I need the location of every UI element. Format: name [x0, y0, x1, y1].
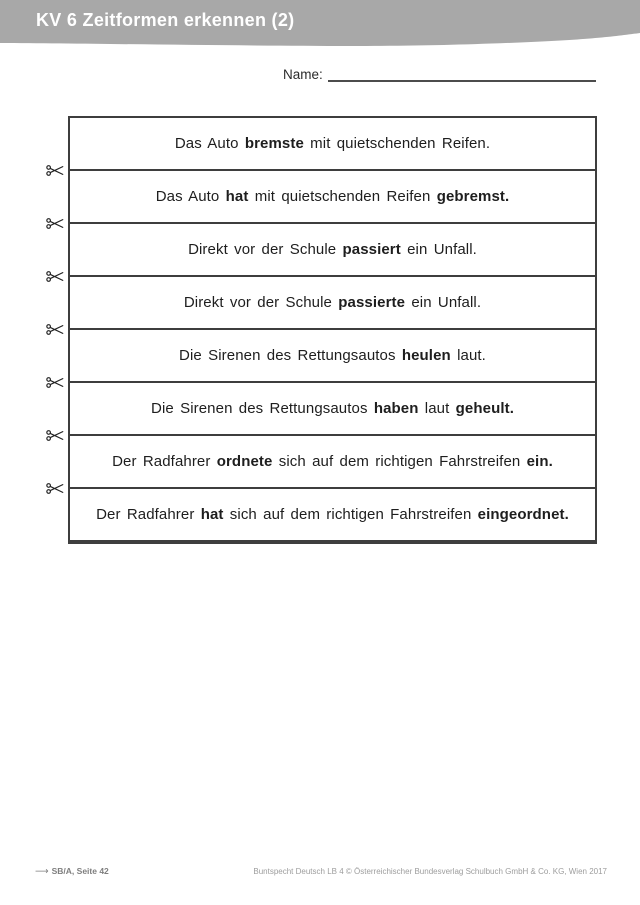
table-row — [70, 330, 595, 383]
sentence-text: Die Sirenen des Rettungsautos — [151, 400, 374, 417]
table-row — [70, 489, 595, 542]
sentence-text: sich auf dem richtigen Fahrstreifen — [272, 453, 527, 470]
scissors-icon — [46, 482, 64, 495]
sentence-text: mit quietschenden Reifen — [248, 188, 437, 205]
table-row — [70, 436, 595, 489]
name-label: Name: — [283, 67, 323, 82]
sentence-text: Der Radfahrer — [96, 506, 201, 523]
verb-highlight: ein. — [526, 453, 553, 470]
sentence-text: Das Auto — [174, 135, 245, 152]
table-row — [70, 277, 595, 330]
sentence-text: Der Radfahrer — [112, 453, 217, 470]
footer-copyright: Buntspecht Deutsch LB 4 © Österreichischer Bundesverlag Schulbuch GmbH & Co. KG, Wien 2017 — [253, 867, 607, 876]
page-title: KV 6 Zeitformen erkennen (2) — [36, 10, 295, 30]
verb-highlight: heulen — [401, 347, 451, 364]
sentence-text: Direkt vor der Schule — [188, 241, 343, 258]
verb-highlight: hat — [200, 506, 224, 523]
scissors-icon — [46, 429, 64, 442]
sentence-text: Direkt vor der Schule — [183, 294, 339, 311]
verb-highlight: bremste — [244, 135, 304, 152]
scissors-icon — [46, 323, 64, 336]
sentence-text: Das Auto — [155, 188, 226, 205]
footer — [35, 866, 607, 877]
sentence-text: Die Sirenen des Rettungsautos — [179, 347, 402, 364]
scissors-icon — [46, 270, 64, 283]
verb-highlight: geheult. — [455, 400, 514, 417]
verb-highlight: haben — [373, 400, 419, 417]
footer-source-text: SB/A, Seite 42 — [51, 866, 109, 876]
scissors-icon — [46, 164, 64, 177]
sentence-text: ein Unfall. — [405, 294, 482, 311]
sentence-text: ein Unfall. — [400, 241, 477, 258]
verb-highlight: eingeordnet. — [477, 506, 569, 523]
verb-highlight: hat — [225, 188, 249, 205]
table-row — [70, 171, 595, 224]
footer-source-ref — [35, 866, 109, 877]
sentence-text: laut — [418, 400, 456, 417]
arrow-right-icon: ⟶ — [35, 866, 49, 877]
sentence-table — [68, 116, 597, 544]
verb-highlight: ordnete — [216, 453, 273, 470]
name-field — [283, 65, 596, 82]
verb-highlight: passiert — [342, 241, 401, 258]
sentence-text: laut. — [450, 347, 486, 364]
sentence-text: sich auf dem richtigen Fahrstreifen — [223, 506, 478, 523]
table-row — [70, 118, 595, 171]
verb-highlight: gebremst. — [436, 188, 510, 205]
sentence-text: mit quietschenden Reifen. — [303, 135, 491, 152]
scissors-icon — [46, 217, 64, 230]
scissors-icon — [46, 376, 64, 389]
header-banner — [0, 0, 640, 52]
table-row — [70, 224, 595, 277]
table-row — [70, 383, 595, 436]
verb-highlight: passierte — [338, 294, 406, 311]
name-input-line[interactable] — [328, 65, 596, 82]
